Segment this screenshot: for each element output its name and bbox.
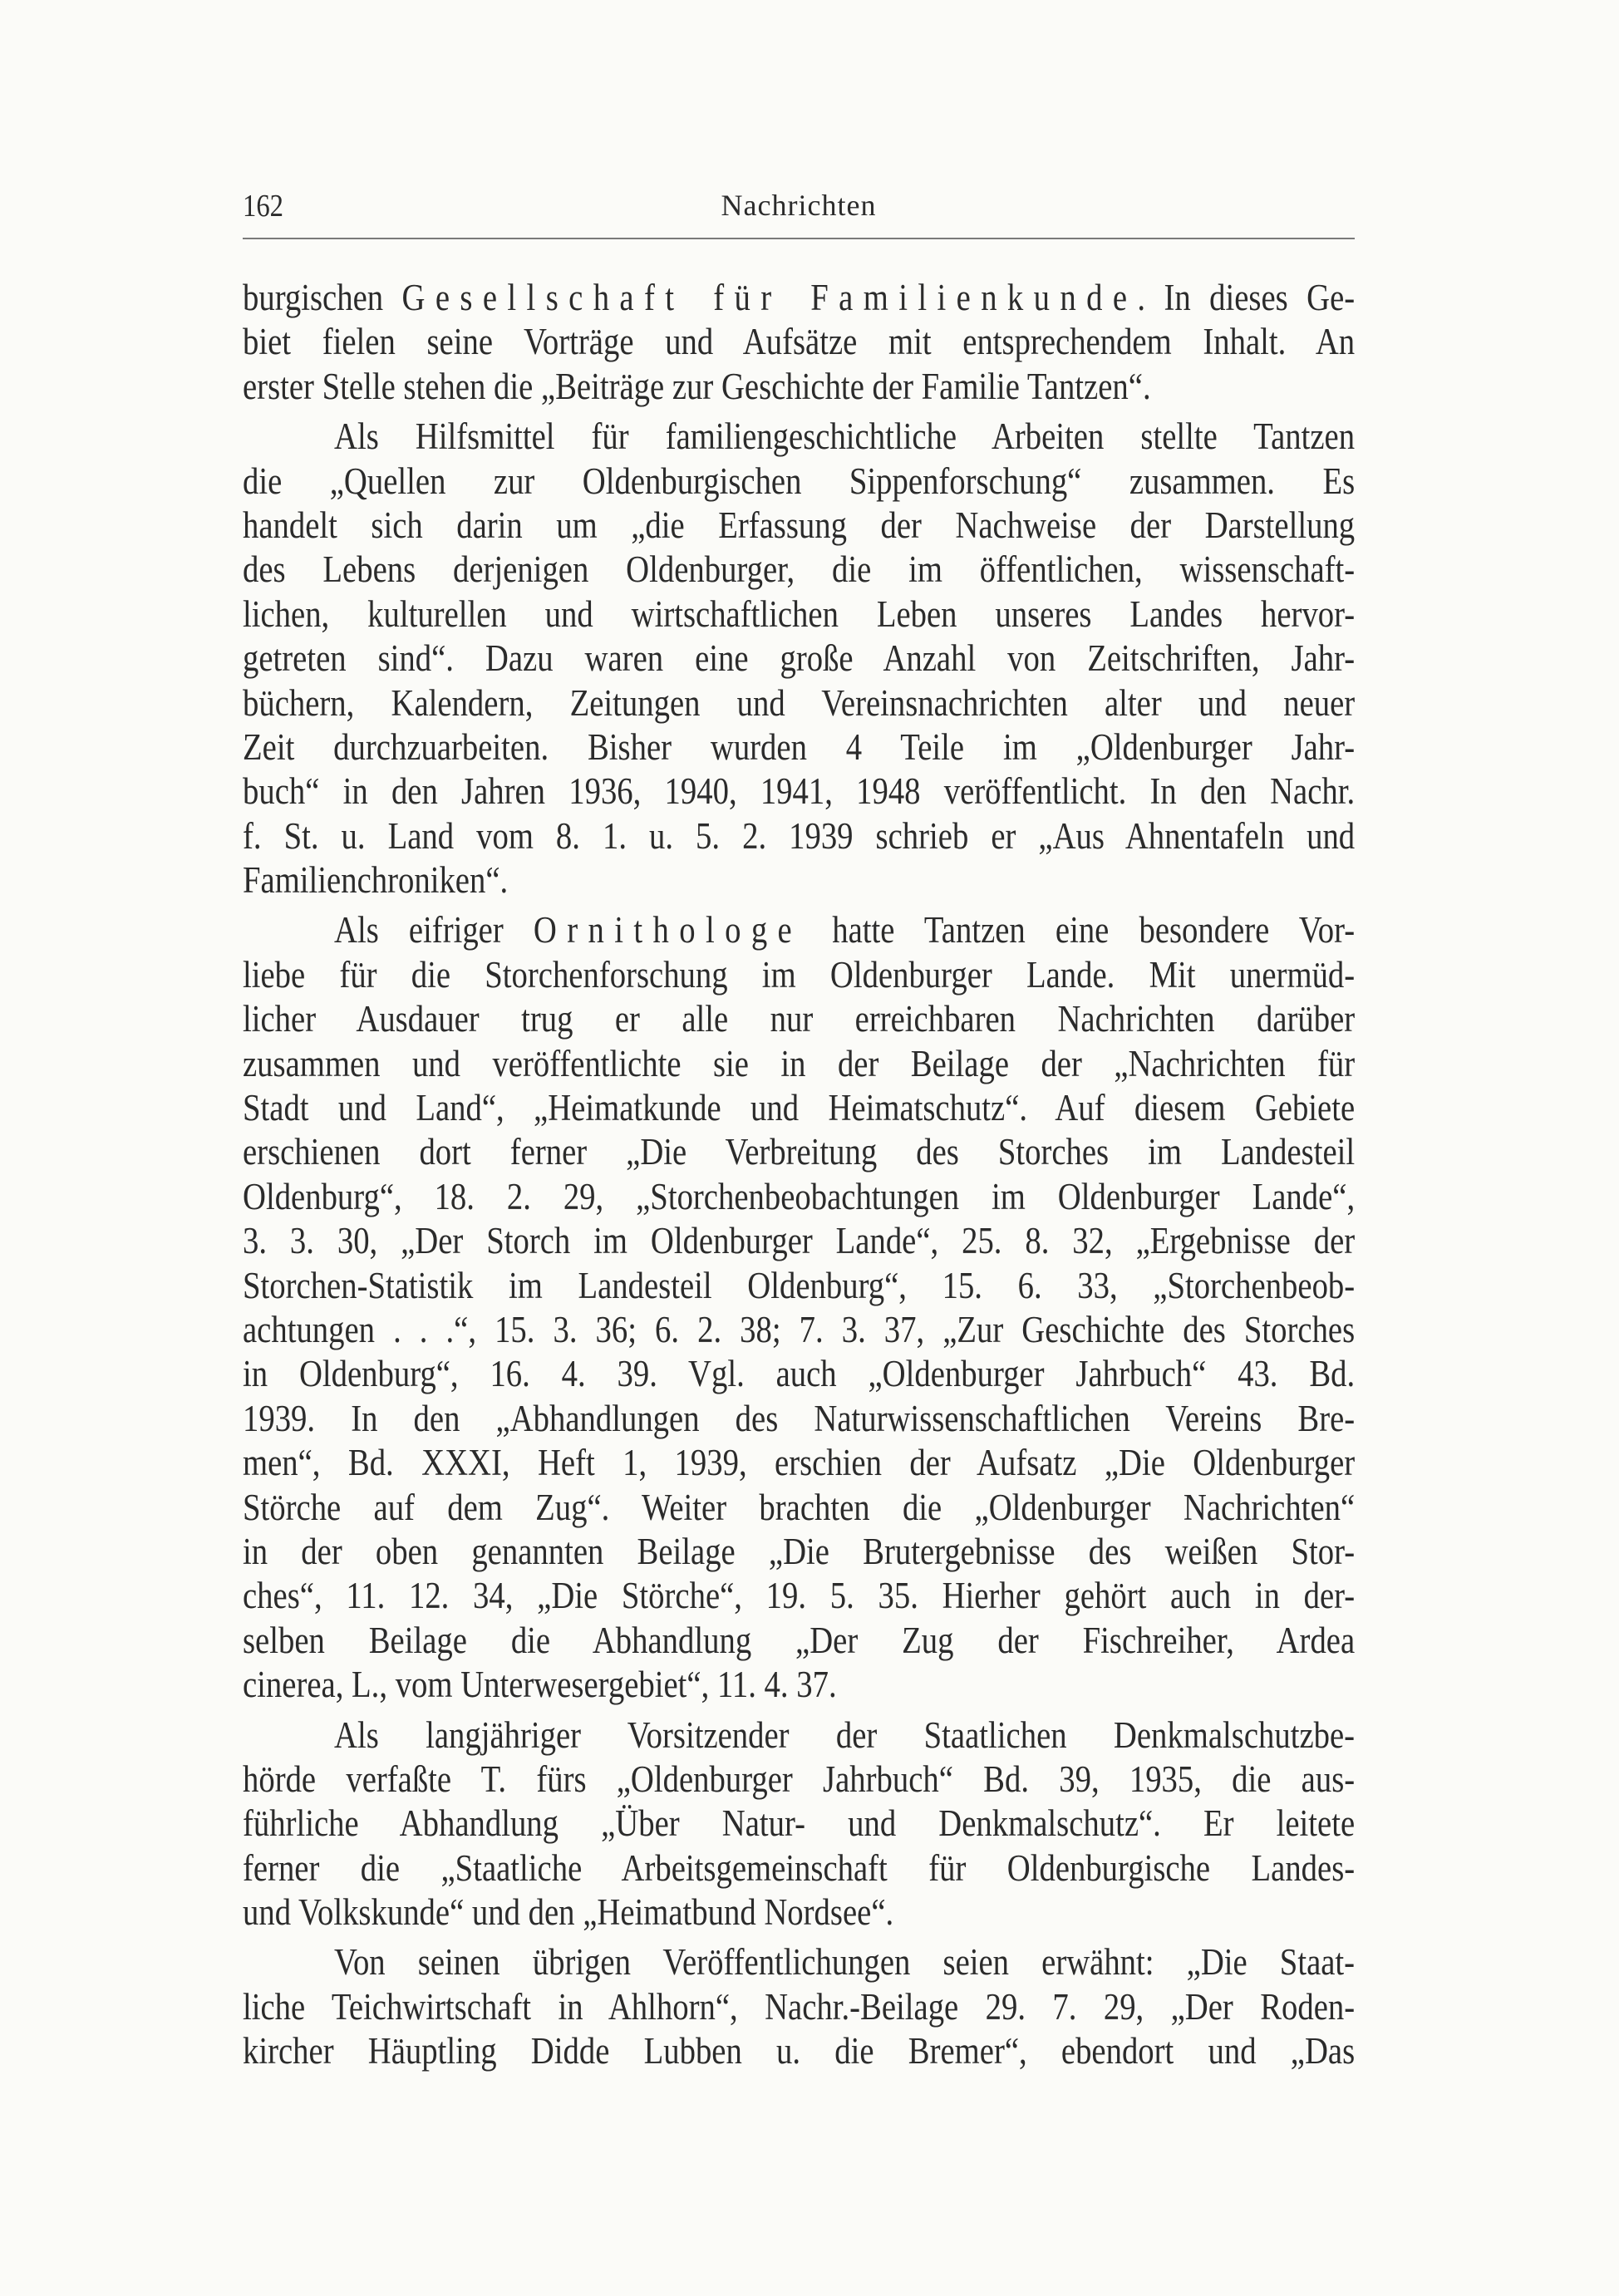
text-line: Als eifriger Ornithologe hatte Tantzen eine besondere Vor- [334,909,1356,951]
text-line: und Volkskunde“ und den „Heimatbund Nordsee“. [243,1891,894,1934]
text-line: Storchen-Statistik im Landesteil Oldenburg“, 15. 6. 33, „Storchenbeob- [243,1264,1356,1306]
text-line: Familienchroniken“. [243,859,509,902]
text-line: zusammen und veröffentlichte sie in der Beilage der „Nachrichten für [243,1042,1356,1084]
text-line: Störche auf dem Zug“. Weiter brachten die „Oldenburger Nachrichten“ [243,1486,1356,1528]
text-line: Von seinen übrigen Veröffentlichungen seien erwähnt: „Die Staat- [334,1941,1356,1984]
text-line: Als langjähriger Vorsitzender der Staatlichen Denkmalschutzbe- [334,1713,1356,1756]
text-line: des Lebens derjenigen Oldenburger, die im öffentlichen, wissenschaft- [243,548,1356,591]
text-line: 1939. In den „Abhandlungen des Naturwissenschaftlichen Vereins Bre- [243,1397,1356,1439]
text-line: Als Hilfsmittel für familiengeschichtliche Arbeiten stellte Tantzen [334,415,1356,458]
text-line: f. St. u. Land vom 8. 1. u. 5. 2. 1939 schrieb er „Aus Ahnentafeln und [243,814,1356,857]
spaced-emphasis: Gesellschaft für Familienkunde [401,277,1138,318]
paragraph [243,908,1355,1707]
spaced-emphasis: Ornithologe [533,909,803,951]
text-line: lichen, kulturellen und wirtschaftlichen Leben unseres Landes hervor- [243,592,1356,635]
page-number: 162 [243,189,284,224]
text-line: Stadt und Land“, „Heimatkunde und Heimatschutz“. Auf diesem Gebiete [243,1087,1356,1129]
text-line: 3. 3. 30, „Der Storch im Oldenburger Lande“, 25. 8. 32, „Ergebnisse der [243,1220,1356,1262]
text-line: büchern, Kalendern, Zeitungen und Vereinsnachrichten alter und neuer [243,681,1356,724]
text-line: führliche Abhandlung „Über Natur- und Denkmalschutz“. Er leitete [243,1802,1356,1845]
text-line: men“, Bd. XXXI, Heft 1, 1939, erschien der Aufsatz „Die Oldenburger [243,1442,1356,1484]
page-header [243,188,1355,229]
text-line: selben Beilage die Abhandlung „Der Zug der Fischreiher, Ardea [243,1619,1356,1661]
text-line: die „Quellen zur Oldenburgischen Sippenforschung“ zusammen. Es [243,460,1356,502]
text-line: handelt sich darin um „die Erfassung der Nachweise der Darstellung [243,504,1356,546]
paragraph [243,415,1355,902]
text-line: ches“, 11. 12. 34, „Die Störche“, 19. 5. 35. Hierher gehört auch in der- [243,1575,1356,1617]
paragraph [243,1940,1355,2073]
text-line: licher Ausdauer trug er alle nur erreichbaren Nachrichten darüber [243,998,1356,1040]
text-line: in der oben genannten Beilage „Die Brutergebnisse des weißen Stor- [243,1530,1356,1572]
body-text [243,276,1355,2080]
text-line: in Oldenburg“, 16. 4. 39. Vgl. auch „Oldenburger Jahrbuch“ 43. Bd. [243,1353,1356,1395]
text-line: biet fielen seine Vorträge und Aufsätze mit entsprechendem Inhalt. An [243,321,1356,363]
text-line: kircher Häuptling Didde Lubben u. die Bremer“, ebendort und „Das [243,2030,1356,2072]
paragraph [243,276,1355,409]
text-line: hörde verfaßte T. fürs „Oldenburger Jahrbuch“ Bd. 39, 1935, die aus- [243,1758,1356,1800]
text-line: buch“ in den Jahren 1936, 1940, 1941, 1948 veröffentlicht. In den Nachr. [243,770,1356,813]
text-line: Oldenburg“, 18. 2. 29, „Storchenbeobachtungen im Oldenburger Lande“, [243,1175,1356,1217]
text-line: erschienen dort ferner „Die Verbreitung des Storches im Landesteil [243,1131,1356,1173]
text-line: liche Teichwirtschaft in Ahlhorn“, Nachr.-Beilage 29. 7. 29, „Der Roden- [243,1985,1356,2028]
text-line: Zeit durchzuarbeiten. Bisher wurden 4 Teile im „Oldenburger Jahr- [243,725,1356,768]
text-line: cinerea, L., vom Unterwesergebiet“, 11. 4. 37. [243,1664,837,1706]
text-line: getreten sind“. Dazu waren eine große Anzahl von Zeitschriften, Jahr- [243,637,1356,680]
paragraph [243,1713,1355,1935]
header-rule [243,238,1355,239]
text-line: achtungen . . .“, 15. 3. 36; 6. 2. 38; 7. 3. 37, „Zur Geschichte des Storches [243,1308,1356,1350]
text-line: liebe für die Storchenforschung im Oldenburger Lande. Mit unermüd- [243,953,1356,996]
text-line: erster Stelle stehen die „Beiträge zur Geschichte der Familie Tantzen“. [243,365,1151,407]
running-title: Nachrichten [721,189,877,222]
text-line: burgischen Gesellschaft für Familienkunde. In dieses Ge- [243,277,1356,318]
text-line: ferner die „Staatliche Arbeitsgemeinschaft für Oldenburgische Landes- [243,1846,1356,1889]
